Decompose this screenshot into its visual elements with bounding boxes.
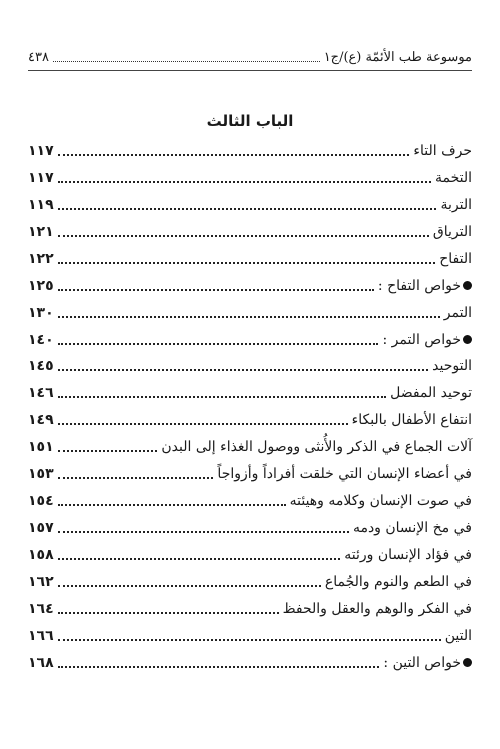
toc-entry: [28, 269, 472, 296]
toc-entry-text: التخمة: [434, 169, 472, 186]
toc-entry: [28, 188, 472, 215]
dot-leader: [58, 585, 321, 587]
toc-entry: [28, 565, 472, 592]
toc-entry-text: التفاح: [439, 250, 472, 267]
toc-entry-page: ١٤٩: [28, 412, 54, 429]
toc-entry-title: [325, 572, 472, 592]
toc-entry-page: ١٤٥: [28, 358, 54, 375]
toc-entry-page: ١٦٢: [28, 573, 54, 590]
dot-leader: [58, 343, 379, 345]
dot-leader: [58, 450, 158, 452]
toc-entry-text: التوحيد: [432, 358, 472, 375]
dot-leader: [58, 235, 429, 237]
toc-entry: [28, 538, 472, 565]
toc-entry-page: ١٥٧: [28, 520, 54, 537]
toc-entry-title: [383, 653, 472, 673]
toc-entry: [28, 619, 472, 646]
running-title: موسوعة طب الأئمّة (ع)/ج١: [323, 50, 472, 65]
toc-entry: [28, 242, 472, 269]
toc-entry: [28, 646, 472, 673]
toc-entry-page: ١١٧: [28, 169, 54, 186]
toc-entry-text: في أعضاء الإنسان التي خلقت أفراداً وأزواجاً: [217, 466, 472, 483]
toc-entry-page: ١٢٥: [28, 277, 54, 294]
toc-entry: [28, 484, 472, 511]
toc-entry: [28, 350, 472, 377]
toc-entry-page: ١١٧: [28, 142, 54, 159]
toc-entry-page: ١٥٤: [28, 493, 54, 510]
toc-entry-title: [445, 626, 472, 646]
toc-entry: [28, 323, 472, 350]
dot-leader: [58, 289, 374, 291]
dot-leader: [58, 262, 436, 264]
toc-entry-title: [378, 276, 472, 296]
dot-leader: [58, 477, 214, 479]
toc-entry-text: في الفكر والوهم والعقل والحفظ: [282, 600, 472, 617]
toc-entry-page: ١٥٨: [28, 547, 54, 563]
toc-entry-title: [440, 195, 472, 215]
dot-leader: [58, 396, 386, 398]
dot-leader: [58, 316, 440, 318]
toc-entry: [28, 403, 472, 430]
dot-leader: [58, 531, 349, 533]
toc-entry-title: [382, 330, 472, 350]
header-rule: [28, 70, 472, 71]
dot-leader: [58, 369, 429, 371]
toc-entry-page: ١٢١: [28, 223, 54, 240]
toc-entry-text: في الطعم والنوم والجُماع: [324, 573, 472, 590]
bullet-icon: [463, 335, 472, 344]
toc-entry-title: [435, 168, 472, 188]
dot-leader: [58, 666, 380, 668]
toc-entry: [28, 215, 472, 242]
toc-list: [28, 134, 472, 673]
toc-entry-page: ١٤٠: [28, 331, 54, 348]
toc-entry-title: [433, 222, 472, 242]
toc-entry-page: ١١٩: [28, 196, 54, 213]
toc-entry-title: [352, 410, 472, 430]
toc-entry-text: الترياق: [432, 223, 472, 240]
toc-entry-text: في مخ الإنسان ودمه: [352, 520, 472, 537]
toc-entry-text: خواص التين :: [383, 654, 461, 671]
toc-entry: [28, 296, 472, 323]
toc-entry-text: خواص التمر :: [382, 331, 461, 348]
toc-entry-title: [283, 599, 472, 619]
toc-entry: [28, 134, 472, 161]
toc-entry-title: [390, 383, 472, 403]
toc-entry-text: التين: [444, 627, 472, 644]
toc-entry-text: توحيد المفضل: [390, 385, 472, 402]
toc-entry-page: ١٦٦: [28, 627, 54, 644]
header-dot-leader: [53, 61, 320, 62]
toc-entry-page: ١٤٦: [28, 385, 54, 402]
toc-entry: [28, 457, 472, 484]
toc-entry-page: ١٥٣: [28, 466, 54, 483]
dot-leader: [58, 154, 410, 156]
toc-entry-text: في فؤاد الإنسان ورئته: [344, 547, 472, 563]
dot-leader: [58, 558, 341, 560]
dot-leader: [58, 208, 437, 210]
toc-entry-title: [439, 249, 472, 269]
toc-entry-page: ١٦٤: [28, 600, 54, 617]
bullet-icon: [463, 658, 472, 667]
toc-entry-title: [413, 141, 472, 161]
toc-entry: [28, 511, 472, 538]
toc-entry: [28, 592, 472, 619]
toc-entry-text: التمر: [443, 304, 472, 321]
toc-entry-title: [432, 356, 472, 376]
bullet-icon: [463, 281, 472, 290]
toc-entry-title: [161, 437, 472, 457]
toc-entry-page: ١٦٨: [28, 654, 54, 671]
dot-leader: [58, 612, 279, 614]
toc-entry-page: ١٢٢: [28, 250, 54, 267]
toc-entry-title: [290, 491, 472, 511]
dot-leader: [58, 639, 441, 641]
toc-entry-page: ١٣٠: [28, 304, 54, 321]
toc-entry-title: [217, 464, 472, 484]
toc-entry-page: ١٥١: [28, 439, 54, 456]
section-heading: الباب الثالث: [206, 112, 294, 130]
toc-entry-title: [444, 303, 472, 323]
page-number: ٤٣٨: [28, 50, 49, 65]
dot-leader: [58, 504, 286, 506]
toc-entry: [28, 430, 472, 457]
toc-entry-text: في صوت الإنسان وكلامه وهيئته: [289, 493, 472, 510]
toc-entry: [28, 376, 472, 403]
toc-entry-title: [353, 518, 472, 538]
toc-entry: [28, 161, 472, 188]
toc-entry-text: انتفاع الأطفال بالبكاء: [351, 412, 472, 429]
running-header: [28, 44, 472, 66]
toc-entry-title: [344, 545, 472, 565]
toc-entry-text: التربة: [440, 196, 472, 213]
toc-entry-text: حرف التاء: [413, 142, 472, 159]
toc-entry-text: آلات الجماع في الذكر والأُنثى ووصول الغذاء إلى البدن: [161, 439, 472, 456]
dot-leader: [58, 181, 431, 183]
dot-leader: [58, 423, 348, 425]
toc-entry-text: خواص التفاح :: [377, 277, 461, 294]
